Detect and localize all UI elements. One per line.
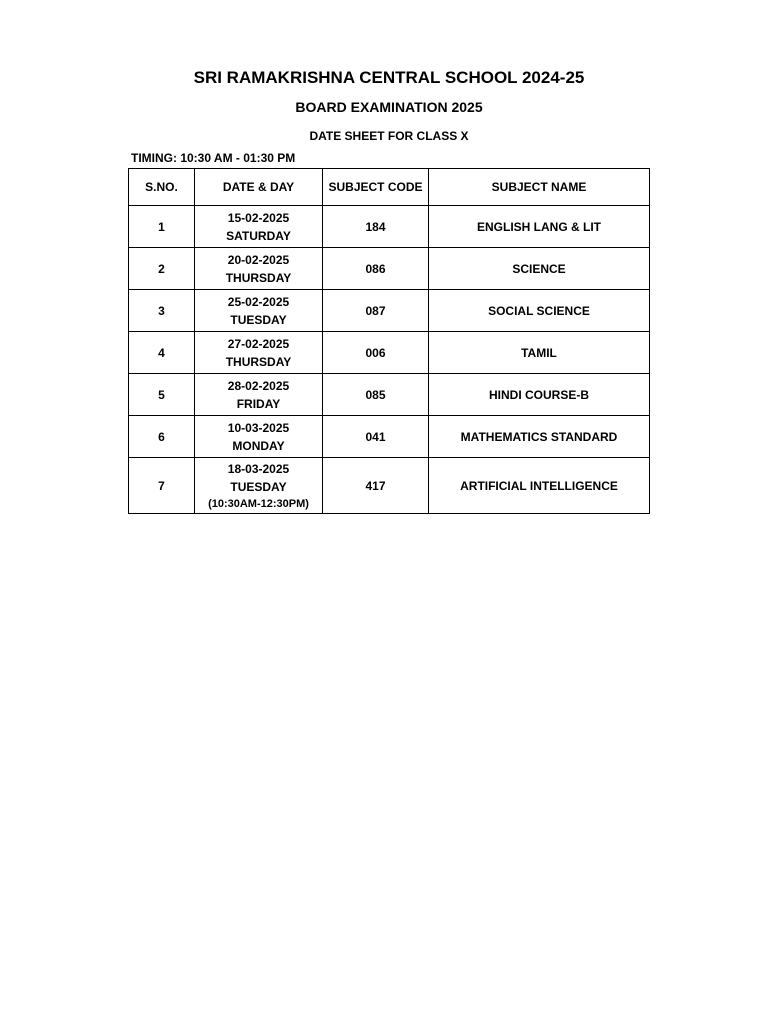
column-header-sno: S.NO. [129, 169, 195, 206]
cell-subject-name: SOCIAL SCIENCE [429, 290, 650, 332]
cell-sno: 2 [129, 248, 195, 290]
column-header-date-day: DATE & DAY [195, 169, 323, 206]
table-row [129, 248, 650, 290]
cell-date: 15-02-2025 [227, 210, 290, 225]
cell-date: 27-02-2025 [227, 336, 290, 351]
cell-subject-code: 085 [323, 374, 429, 416]
cell-day: TUESDAY [230, 312, 287, 327]
cell-sno: 1 [129, 206, 195, 248]
cell-day: THURSDAY [225, 270, 292, 285]
cell-subject-name: MATHEMATICS STANDARD [429, 416, 650, 458]
cell-day: SATURDAY [226, 228, 291, 243]
date-sheet-title: DATE SHEET FOR CLASS X [309, 129, 469, 143]
cell-sno: 6 [129, 416, 195, 458]
cell-date-day [195, 374, 323, 416]
cell-day: THURSDAY [225, 354, 292, 369]
table-row [129, 332, 650, 374]
cell-date: 18-03-2025 [227, 461, 290, 476]
cell-subject-name: SCIENCE [429, 248, 650, 290]
cell-subject-name: ARTIFICIAL INTELLIGENCE [429, 458, 650, 514]
table-row [129, 290, 650, 332]
cell-date: 10-03-2025 [227, 420, 290, 435]
cell-sno: 3 [129, 290, 195, 332]
cell-sno: 7 [129, 458, 195, 514]
date-sheet-table [128, 168, 650, 514]
exam-title: BOARD EXAMINATION 2025 [295, 99, 483, 115]
cell-sno: 4 [129, 332, 195, 374]
cell-date-day [195, 332, 323, 374]
cell-subject-name: ENGLISH LANG & LIT [429, 206, 650, 248]
cell-subject-name: TAMIL [429, 332, 650, 374]
table-row [129, 374, 650, 416]
cell-date: 25-02-2025 [227, 294, 290, 309]
school-title: SRI RAMAKRISHNA CENTRAL SCHOOL 2024-25 [193, 68, 585, 87]
cell-time-note: (10:30AM-12:30PM) [208, 497, 309, 510]
cell-date: 28-02-2025 [227, 378, 290, 393]
cell-subject-name: HINDI COURSE-B [429, 374, 650, 416]
cell-day: TUESDAY [230, 479, 287, 494]
table-header-row [129, 169, 650, 206]
cell-date-day [195, 416, 323, 458]
cell-subject-code: 184 [323, 206, 429, 248]
cell-date-day [195, 206, 323, 248]
cell-day: FRIDAY [236, 396, 281, 411]
cell-date-day [195, 458, 323, 514]
cell-day: MONDAY [232, 438, 285, 453]
cell-subject-code: 041 [323, 416, 429, 458]
cell-subject-code: 006 [323, 332, 429, 374]
column-header-subject-name: SUBJECT NAME [429, 169, 650, 206]
cell-subject-code: 087 [323, 290, 429, 332]
cell-sno: 5 [129, 374, 195, 416]
cell-subject-code: 086 [323, 248, 429, 290]
table-row [129, 206, 650, 248]
timing-label: TIMING: 10:30 AM - 01:30 PM [131, 151, 296, 165]
cell-subject-code: 417 [323, 458, 429, 514]
cell-date-day [195, 290, 323, 332]
table-row [129, 458, 650, 514]
column-header-subject-code: SUBJECT CODE [323, 169, 429, 206]
cell-date: 20-02-2025 [227, 252, 290, 267]
cell-date-day [195, 248, 323, 290]
table-row [129, 416, 650, 458]
